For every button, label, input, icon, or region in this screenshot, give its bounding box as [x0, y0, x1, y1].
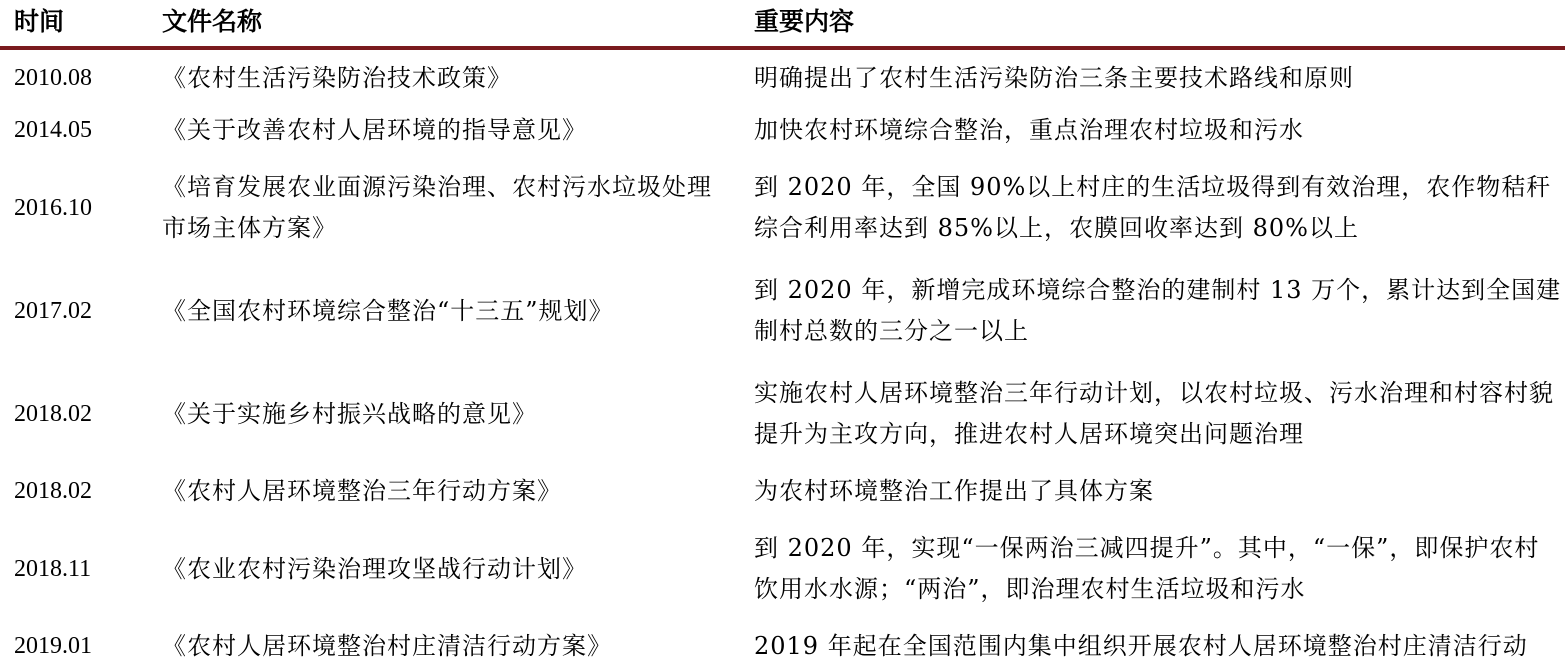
row-file-name: 《农业农村污染治理攻坚战行动计划》: [162, 554, 587, 583]
row-date: 2019.01: [14, 633, 92, 659]
row-date: 2018.11: [14, 555, 92, 582]
row-file-cell: [162, 368, 732, 460]
row-file-cell: [162, 163, 732, 253]
table-row: [0, 524, 1565, 614]
table-row: [0, 110, 1565, 151]
row-content: 到 2020 年，全国 90%以上村庄的生活垃圾得到有效治理，农作物秸秆综合利用率达到 85%以上，农膜回收率达到 80%以上: [754, 173, 1552, 242]
row-date-cell: [14, 265, 154, 357]
row-date-cell: [14, 626, 154, 667]
row-date: 2018.02: [14, 400, 92, 427]
header-key-content: 重要内容: [754, 7, 855, 36]
table-row: [0, 626, 1565, 667]
table-row: [0, 163, 1565, 253]
table-row: [0, 58, 1565, 99]
row-date-cell: [14, 110, 154, 151]
header-rule: [0, 46, 1565, 50]
table-header: [0, 0, 1565, 46]
table-row: [0, 471, 1565, 512]
row-content-cell: [754, 110, 1562, 151]
row-content-cell: [754, 524, 1562, 614]
row-date: 2014.05: [14, 117, 92, 143]
row-content: 到 2020 年，实现“一保两治三减四提升”。其中，“一保”，即保护农村饮用水水源；“两治”，即治理农村生活垃圾和污水: [754, 534, 1540, 603]
row-file-cell: [162, 471, 732, 512]
row-date-cell: [14, 58, 154, 99]
row-date: 2017.02: [14, 297, 92, 324]
row-file-name: 《关于实施乡村振兴战略的意见》: [162, 399, 537, 428]
table-row: [0, 265, 1565, 357]
row-date-cell: [14, 471, 154, 512]
row-file-name: 《全国农村环境综合整治“十三五”规划》: [162, 296, 614, 325]
row-date: 2018.02: [14, 478, 92, 504]
row-date: 2016.10: [14, 194, 92, 221]
row-content: 2019 年起在全国范围内集中组织开展农村人居环境整治村庄清洁行动: [754, 632, 1528, 660]
row-content: 加快农村环境综合整治，重点治理农村垃圾和污水: [754, 116, 1304, 144]
header-file-name: 文件名称: [162, 7, 263, 36]
row-date-cell: [14, 524, 154, 614]
table-row: [0, 368, 1565, 460]
row-file-cell: [162, 265, 732, 357]
row-file-cell: [162, 626, 732, 667]
row-content: 为农村环境整治工作提出了具体方案: [754, 477, 1154, 505]
row-file-cell: [162, 524, 732, 614]
row-file-cell: [162, 110, 732, 151]
row-file-name: 《关于改善农村人居环境的指导意见》: [162, 116, 587, 144]
row-content-cell: [754, 265, 1562, 357]
row-file-name: 《农村人居环境整治三年行动方案》: [162, 477, 562, 505]
row-file-name: 《农村人居环境整治村庄清洁行动方案》: [162, 632, 612, 660]
row-date-cell: [14, 368, 154, 460]
row-file-name: 《农村生活污染防治技术政策》: [162, 64, 512, 92]
row-content: 实施农村人居环境整治三年行动计划，以农村垃圾、污水治理和村容村貌提升为主攻方向，推进农村人居环境突出问题治理: [754, 379, 1554, 448]
row-content-cell: [754, 58, 1562, 99]
row-date-cell: [14, 163, 154, 253]
row-file-name: 《培育发展农业面源污染治理、农村污水垃圾处理市场主体方案》: [162, 173, 712, 242]
row-content-cell: [754, 368, 1562, 460]
row-content-cell: [754, 471, 1562, 512]
row-content-cell: [754, 163, 1562, 253]
row-content: 明确提出了农村生活污染防治三条主要技术路线和原则: [754, 64, 1354, 92]
row-date: 2010.08: [14, 65, 92, 91]
header-time: 时间: [14, 7, 65, 36]
row-file-cell: [162, 58, 732, 99]
row-content: 到 2020 年，新增完成环境综合整治的建制村 13 万个，累计达到全国建制村总数的三分之一以上: [754, 276, 1562, 345]
row-content-cell: [754, 626, 1562, 667]
